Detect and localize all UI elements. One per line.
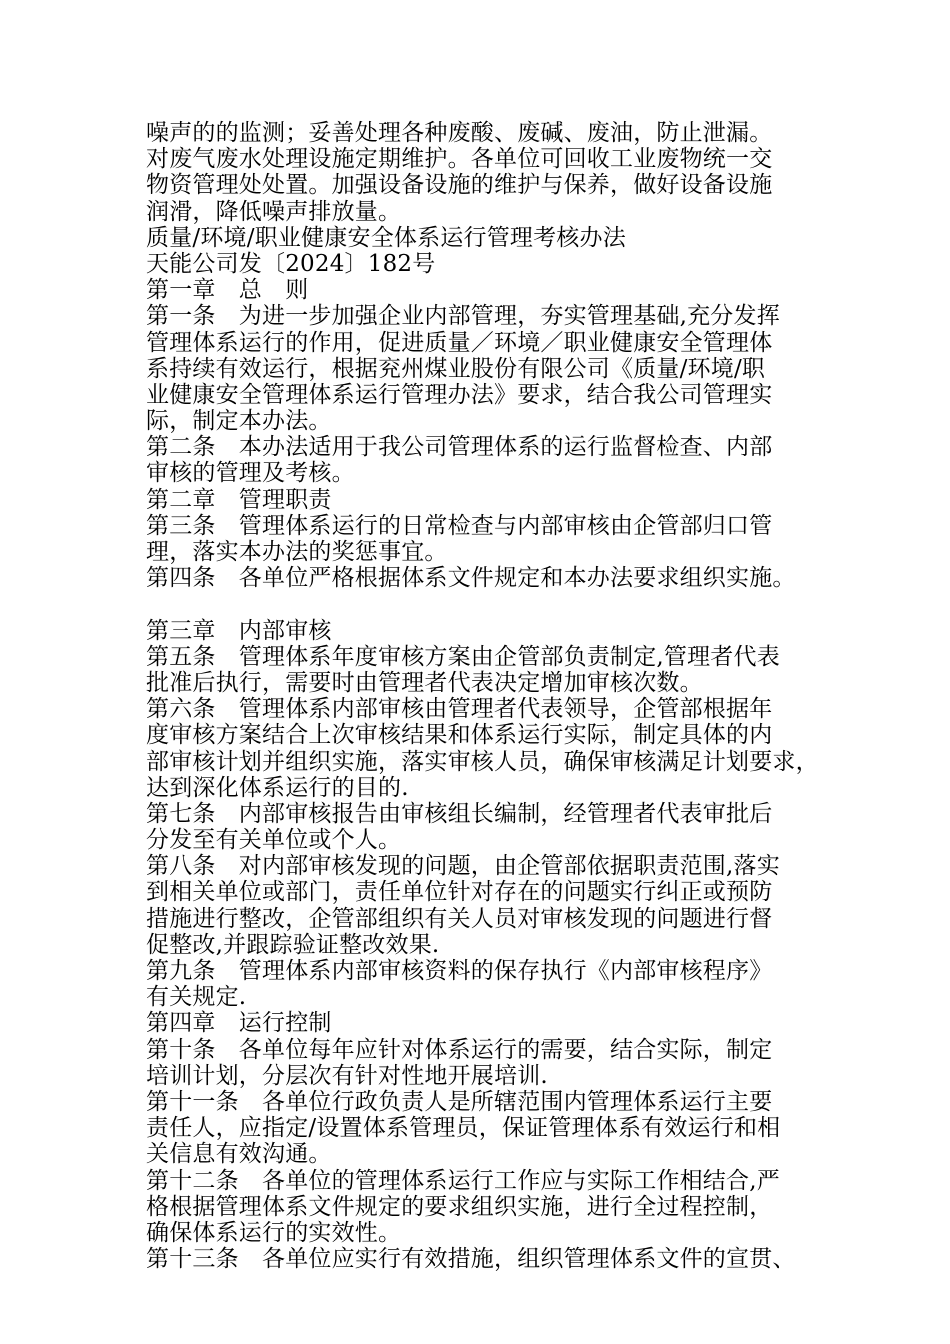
text-line: 管理体系运行的作用，促进质量／环境／职业健康安全管理体 [146, 329, 773, 356]
blank-line [146, 591, 826, 617]
text-line: 批准后执行，需要时由管理者代表决定增加审核次数。 [146, 669, 703, 696]
text-line: 培训计划，分层次有针对性地开展培训. [146, 1062, 548, 1089]
text-line: 对废气废水处理设施定期维护。各单位可回收工业废物统一交 [146, 146, 773, 173]
article-line: 第六条 管理体系内部审核由管理者代表领导，企管部根据年 [146, 696, 773, 723]
article-line: 第二条 本办法适用于我公司管理体系的运行监督检查、内部 [146, 434, 773, 461]
text-line: 度审核方案结合上次审核结果和体系运行实际，制定具体的内 [146, 722, 773, 749]
article-line: 第九条 管理体系内部审核资料的保存执行《内部审核程序》 [146, 958, 773, 984]
article-line: 第一条 为进一步加强企业内部管理，夯实管理基础,充分发挥 [146, 303, 780, 330]
article-line: 第十二条 各单位的管理体系运行工作应与实际工作相结合,严 [146, 1167, 780, 1194]
article-line: 第三条 管理体系运行的日常检查与内部审核由企管部归口管 [146, 512, 773, 539]
text-line: 际，制定本办法。 [146, 408, 332, 435]
article-line: 第七条 内部审核报告由审核组长编制，经管理者代表审批后 [146, 800, 773, 827]
text-line: 物资管理处处置。加强设备设施的维护与保养，做好设备设施 [146, 172, 773, 199]
chapter-heading: 第二章 管理职责 [146, 486, 332, 513]
text-line: 分发至有关单位或个人。 [146, 827, 402, 854]
text-line: 润滑，降低噪声排放量。 [146, 198, 402, 225]
chapter-heading: 第三章 内部审核 [146, 617, 332, 644]
text-line: 措施进行整改，企管部组织有关人员对审核发现的问题进行督 [146, 905, 773, 932]
document-title: 质量/环境/职业健康安全体系运行管理考核办法 [146, 224, 626, 251]
article-line: 第十一条 各单位行政负责人是所辖范围内管理体系运行主要 [146, 1088, 773, 1115]
text-line: 确保体系运行的实效性。 [146, 1219, 402, 1246]
text-line: 理，落实本办法的奖惩事宜。 [146, 539, 448, 565]
article-line: 第五条 管理体系年度审核方案由企管部负责制定,管理者代表 [146, 643, 780, 670]
text-line: 到相关单位或部门，责任单位针对存在的问题实行纠正或预防 [146, 879, 773, 906]
text-line: 噪声的的监测；妥善处理各种废酸、废碱、废油，防止泄漏。 [146, 120, 773, 146]
text-line: 达到深化体系运行的目的. [146, 774, 409, 801]
text-line: 系持续有效运行，根据兖州煤业股份有限公司《质量/环境/职 [146, 355, 766, 382]
text-line: 格根据管理体系文件规定的要求组织实施，进行全过程控制， [146, 1193, 773, 1220]
text-line: 促整改,并跟踪验证整改效果. [146, 931, 440, 958]
text-line: 关信息有效沟通。 [146, 1141, 332, 1168]
chapter-heading: 第四章 运行控制 [146, 1010, 332, 1037]
article-line: 第四条 各单位严格根据体系文件规定和本办法要求组织实施。 [146, 565, 796, 592]
chapter-heading: 第一章 总 则 [146, 277, 309, 304]
text-line: 责任人，应指定/设置体系管理员，保证管理体系有效运行和相 [146, 1115, 781, 1142]
article-line: 第十条 各单位每年应针对体系运行的需要，结合实际，制定 [146, 1036, 773, 1063]
document-number: 天能公司发〔2024〕182号 [146, 250, 436, 277]
document-body [146, 120, 826, 1272]
text-line: 审核的管理及考核。 [146, 460, 355, 487]
article-line: 第八条 对内部审核发现的问题，由企管部依据职责范围,落实 [146, 853, 780, 880]
text-line: 有关规定. [146, 984, 247, 1011]
article-line: 第十三条 各单位应实行有效措施，组织管理体系文件的宣贯、 [146, 1246, 796, 1273]
text-line: 部审核计划并组织实施，落实审核人员，确保审核满足计划要求， [146, 748, 819, 775]
text-line: 业健康安全管理体系运行管理办法》要求，结合我公司管理实 [146, 381, 773, 408]
